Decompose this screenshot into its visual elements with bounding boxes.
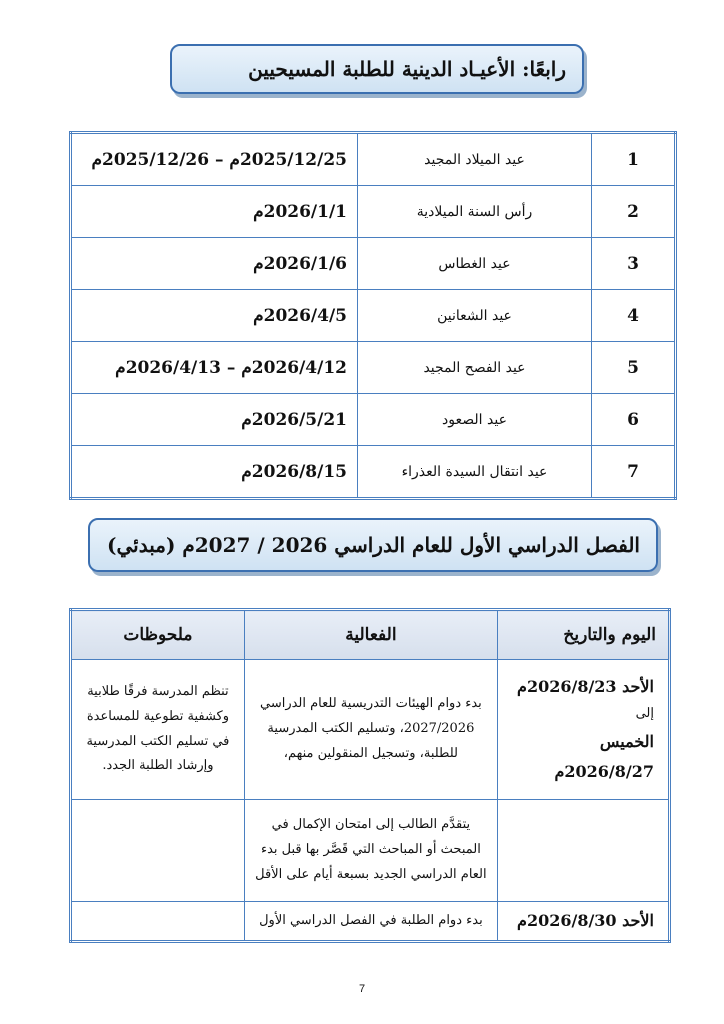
row-day-date (497, 800, 669, 902)
holiday-number: 3 (592, 238, 676, 290)
header-day-date: اليوم والتاريخ (497, 610, 669, 660)
holiday-name: عيد الفصح المجيد (358, 342, 592, 394)
table-row (71, 238, 676, 290)
holiday-date: 2025/12/25م – 2025/12/26م (71, 133, 358, 186)
table-row (71, 186, 676, 238)
holiday-number: 2 (592, 186, 676, 238)
header-notes: ملحوظات (71, 610, 245, 660)
holiday-number: 6 (592, 394, 676, 446)
row-notes (71, 902, 245, 942)
holiday-number: 1 (592, 133, 676, 186)
page-number: 7 (358, 983, 366, 995)
table-row (71, 394, 676, 446)
day-from: الأحد 2026/8/23م (517, 676, 654, 696)
holiday-number: 5 (592, 342, 676, 394)
holiday-date: 2026/8/15م (71, 446, 358, 499)
holiday-number: 4 (592, 290, 676, 342)
holiday-name: عيد الميلاد المجيد (358, 133, 592, 186)
row-notes: تنظم المدرسة فرقًا طلابية وكشفية تطوعية للمساعدة في تسليم الكتب المدرسية وإرشاد الطلبة الجدد. (71, 660, 245, 800)
holiday-date: 2026/5/21م (71, 394, 358, 446)
holiday-date: 2026/1/1م (71, 186, 358, 238)
table-row (71, 446, 676, 499)
row-day-date (497, 902, 669, 942)
section-heading-first-semester (88, 518, 658, 572)
row-activity: بدء دوام الهيئات التدريسية للعام الدراسي 2027/2026، وتسليم الكتب المدرسية للطلبة، وتسجيل المنقولين منهم، (244, 660, 497, 800)
header-activity: الفعالية (244, 610, 497, 660)
row-notes (71, 800, 245, 902)
section-heading-christian-holidays (170, 44, 584, 94)
holiday-name: عيد الغطاس (358, 238, 592, 290)
row-day-date (497, 660, 669, 800)
table-row (71, 660, 670, 800)
holiday-name: عيد انتقال السيدة العذراء (358, 446, 592, 499)
holiday-date: 2026/1/6م (71, 238, 358, 290)
row-activity: يتقدَّم الطالب إلى امتحان الإكمال في المبحث أو المباحث التي قَصَّر بها قبل بدء العام الدراسي الجديد بسبعة أيام على الأقل (244, 800, 497, 902)
section-heading-text: الفصل الدراسي الأول للعام الدراسي 2026 / 2027م (مبدئي) (107, 533, 640, 557)
holidays-table (69, 131, 677, 500)
section-heading-text: رابعًا: الأعيـاد الدينية للطلبة المسيحيين (248, 57, 566, 81)
holiday-date: 2026/4/5م (71, 290, 358, 342)
holiday-name: رأس السنة الميلادية (358, 186, 592, 238)
table-row (71, 290, 676, 342)
holiday-number: 7 (592, 446, 676, 499)
day-to: الخميس 2026/8/27م (554, 731, 654, 782)
table-header-row (71, 610, 670, 660)
row-activity: بدء دوام الطلبة في الفصل الدراسي الأول (244, 902, 497, 942)
table-row (71, 800, 670, 902)
table-row (71, 133, 676, 186)
holiday-date: 2026/4/12م – 2026/4/13م (71, 342, 358, 394)
holiday-name: عيد الشعانين (358, 290, 592, 342)
table-row (71, 902, 670, 942)
day-date-text: الأحد 2026/8/30م (517, 910, 654, 930)
semester-schedule-table (69, 608, 671, 943)
holiday-name: عيد الصعود (358, 394, 592, 446)
table-row (71, 342, 676, 394)
day-to-connector: إلى (635, 705, 654, 721)
